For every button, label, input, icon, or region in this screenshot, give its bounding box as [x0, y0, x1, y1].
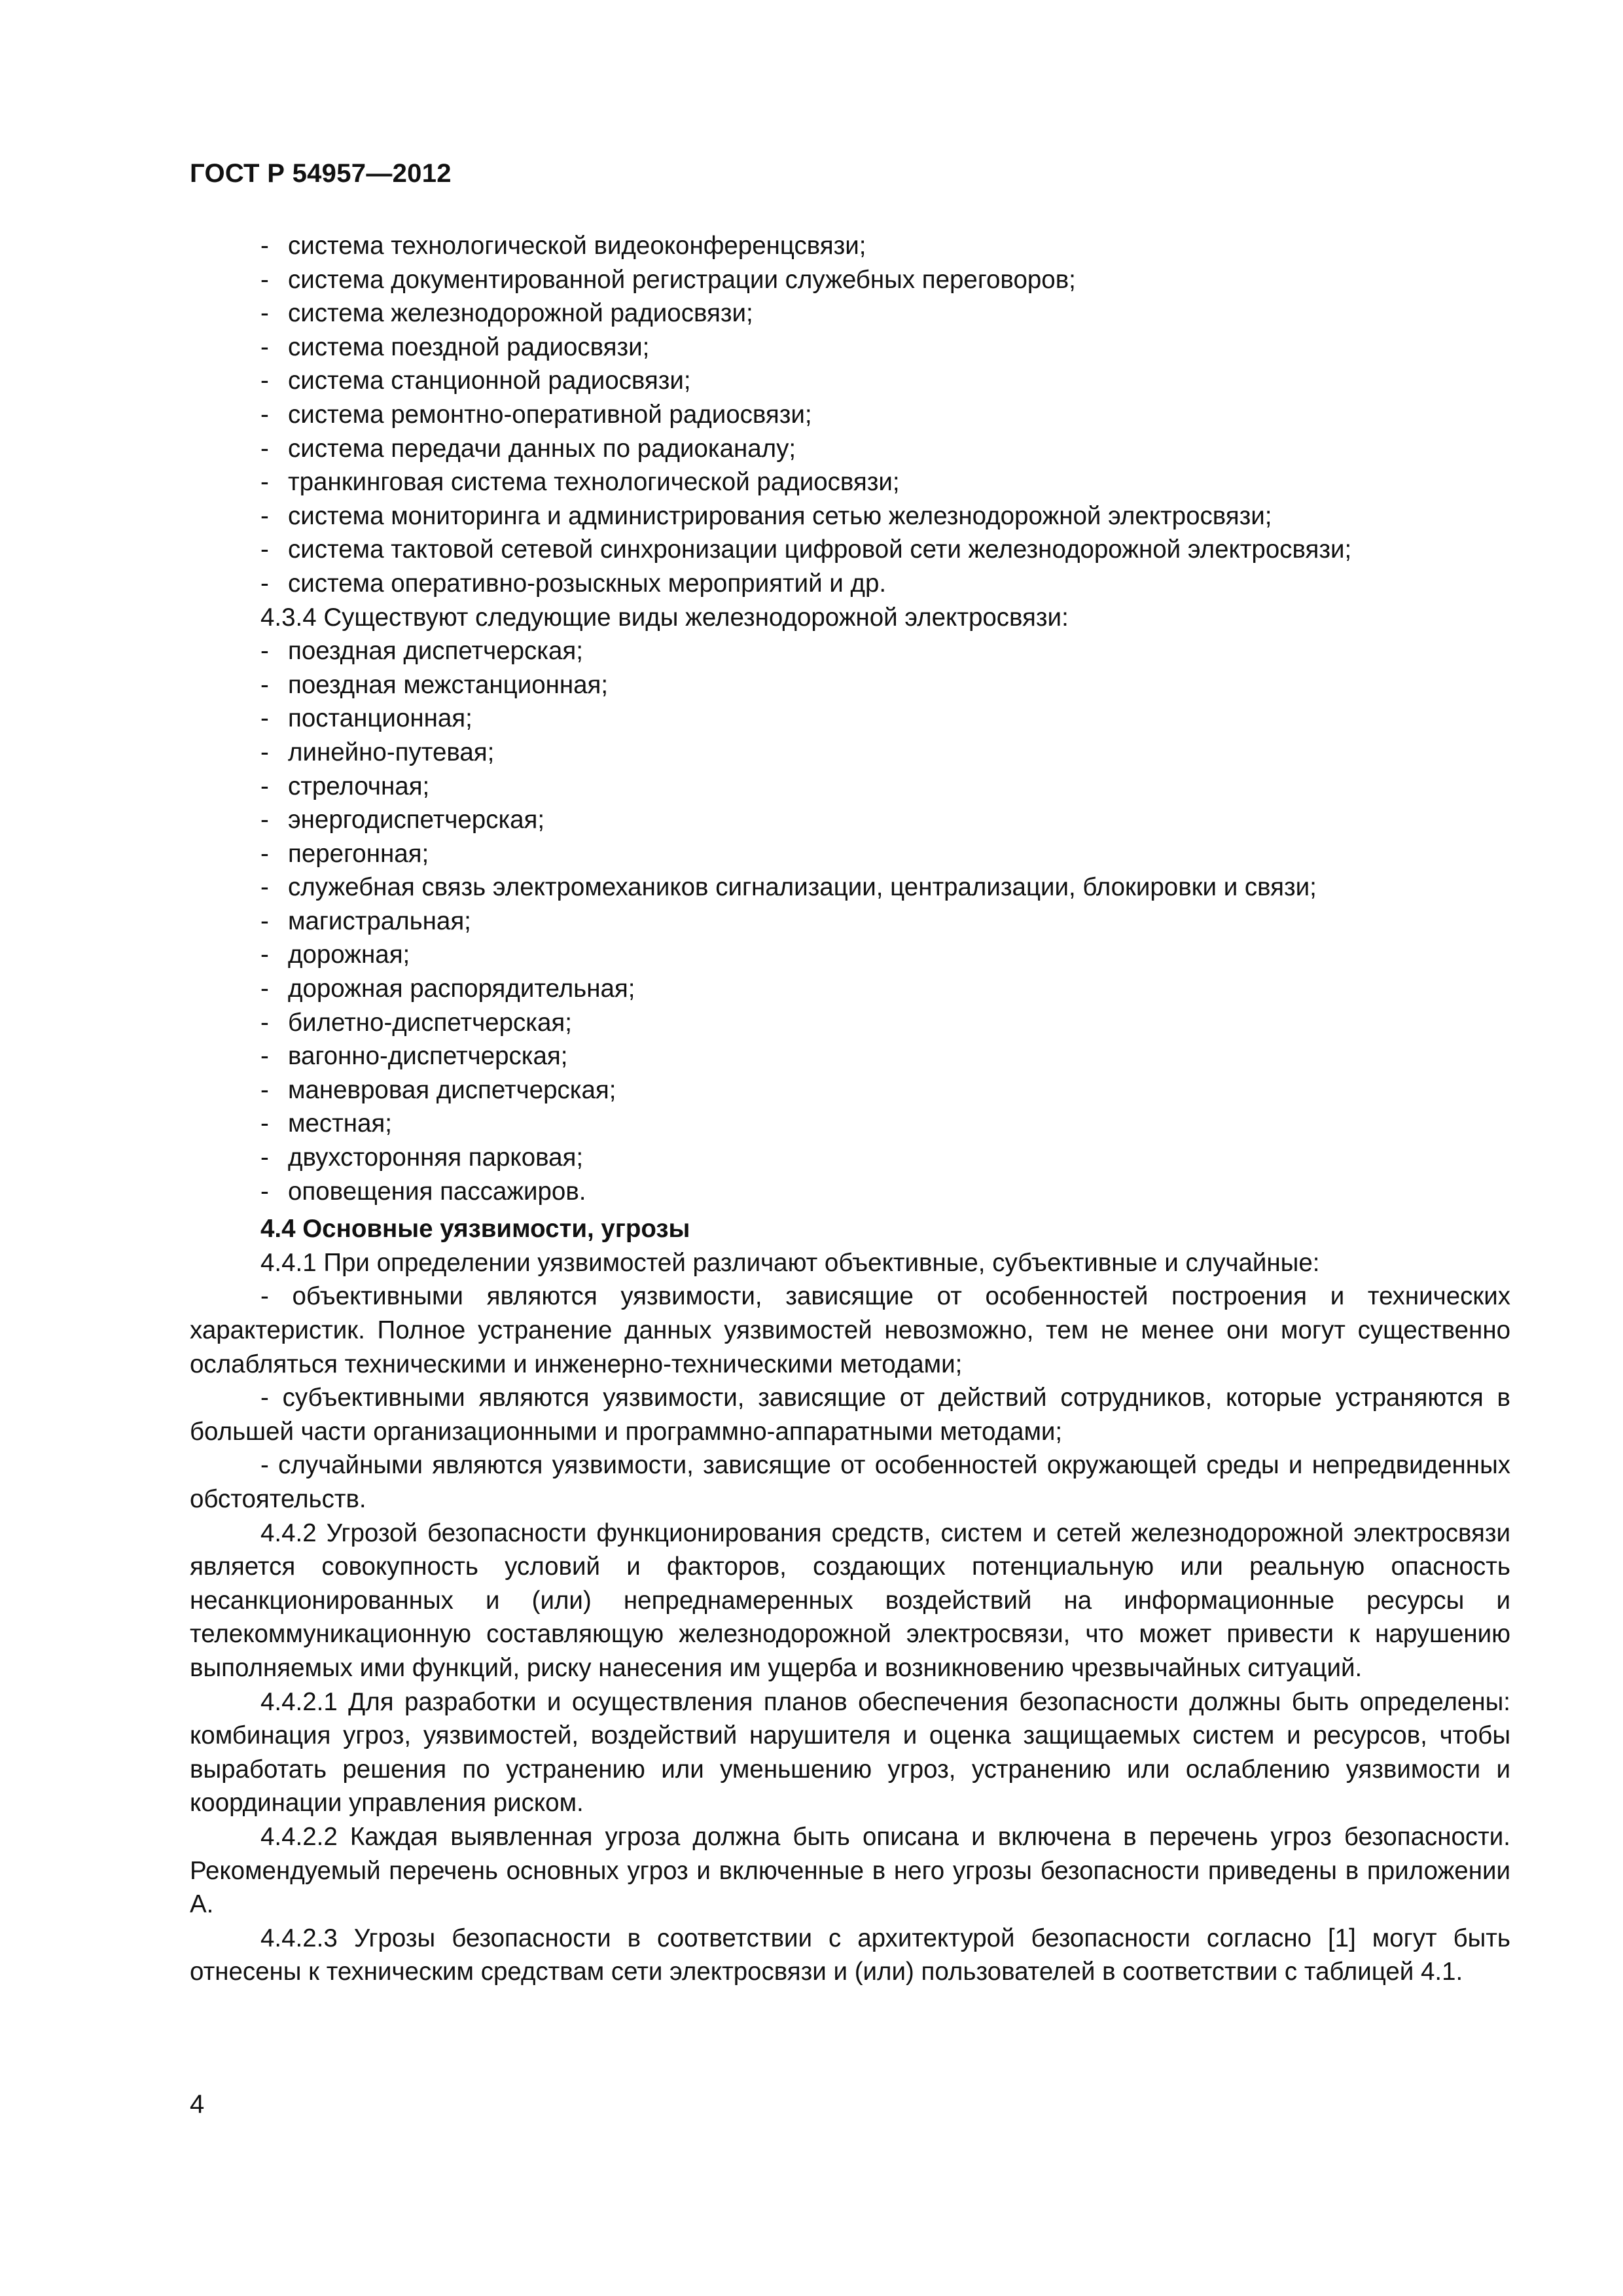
bullet-dash: - [260, 637, 269, 666]
bullet-dash: - [260, 1008, 269, 1037]
bullet-dash: - [260, 806, 269, 834]
list-item-text: перегонная; [288, 839, 429, 868]
list-item-text: двухсторонняя парковая; [288, 1143, 584, 1172]
bullet-dash: - [260, 704, 269, 733]
list-item [190, 668, 1510, 702]
list-item [190, 837, 1510, 871]
list-item-text: система тактовой сетевой синхронизации цифровой сети железнодорожной электросвязи; [288, 535, 1352, 564]
types-list [190, 634, 1510, 1208]
bullet-dash: - [260, 1177, 269, 1206]
list-item [190, 1073, 1510, 1107]
list-item-text: система поездной радиосвязи; [288, 332, 650, 361]
bullet-dash: - [260, 1042, 269, 1071]
list-item [190, 263, 1510, 297]
list-item-text: энергодиспетчерская; [288, 806, 545, 834]
bullet-dash: - [260, 839, 269, 868]
list-item [190, 634, 1510, 668]
bullet-dash: - [260, 367, 269, 395]
list-item-text: транкинговая система технологической радиосвязи; [288, 468, 900, 497]
section-heading-4-4: 4.4 Основные уязвимости, угрозы [260, 1215, 690, 1244]
bullet-dash: - [260, 468, 269, 497]
list-item-text: система документированной регистрации служебных переговоров; [288, 265, 1076, 294]
list-item [190, 296, 1510, 331]
list-item-text: система станционной радиосвязи; [288, 367, 691, 395]
clause-4-4-2-2: 4.4.2.2 Каждая выявленная угроза должна быть описана и включена в перечень угроз безопасности. Рекомендуемый перечень основных угроз и включенные в него угрозы безопасности приведены в приложении А. [190, 1822, 1510, 1919]
list-item-text: маневровая диспетчерская; [288, 1075, 616, 1104]
list-item [190, 1039, 1510, 1073]
page-body [190, 229, 1510, 1989]
bullet-dash: - [260, 400, 269, 429]
list-item-text: билетно-диспетчерская; [288, 1008, 572, 1037]
clause-4-4-2: 4.4.2 Угрозой безопасности функционирования средств, систем и сетей железнодорожной электросвязи является совокупность условий и факторов, создающих потенциальную или реальную опасность несанкционированных и (или) непреднамеренных воздействий на информационные ресурсы и телекоммуникационную составляющую железнодорожной электросвязи, что может привести к нарушению выполняемых ими функций, риску нанесения им ущерба и возникновению чрезвычайных ситуаций. [190, 1518, 1510, 1682]
list-item-text: служебная связь электромехаников сигнализации, централизации, блокировки и связи; [288, 873, 1317, 902]
bullet-dash: - [260, 569, 269, 598]
list-item-text: система оперативно-розыскных мероприятий и др. [288, 569, 887, 598]
list-item [190, 499, 1510, 533]
list-item-text: система передачи данных по радиоканалу; [288, 434, 796, 463]
bullet-dash: - [260, 332, 269, 361]
bullet-dash: - [260, 434, 269, 463]
list-item [190, 1006, 1510, 1040]
bullet-dash: - [260, 738, 269, 766]
list-item-text: система технологической видеоконференцсвязи; [288, 232, 866, 260]
bullet-dash: - [260, 1075, 269, 1104]
list-item-text: система ремонтно-оперативной радиосвязи; [288, 400, 812, 429]
list-item [190, 432, 1510, 466]
list-item [190, 905, 1510, 939]
list-item [190, 398, 1510, 432]
list-item [190, 364, 1510, 398]
list-item [190, 770, 1510, 804]
list-item-text: стрелочная; [288, 772, 430, 800]
bullet-dash: - [260, 941, 269, 969]
list-item [190, 870, 1510, 905]
list-item [190, 1175, 1510, 1209]
list-item [190, 972, 1510, 1006]
list-item [190, 736, 1510, 770]
bullet-dash: - [260, 670, 269, 699]
bullet-dash: - [260, 299, 269, 328]
list-item-text: оповещения пассажиров. [288, 1177, 586, 1206]
bullet-dash: - [260, 535, 269, 564]
list-item-text: система железнодорожной радиосвязи; [288, 299, 753, 328]
bullet-dash: - [260, 873, 269, 902]
list-item-text: постанционная; [288, 704, 473, 733]
paragraph-subjective: - субъективными являются уязвимости, зависящие от действий сотрудников, которые устраняются в большей части организационными и программно-аппаратными методами; [190, 1384, 1510, 1446]
paragraph-objective: - объективными являются уязвимости, зависящие от особенностей построения и технических характеристик. Полное устранение данных уязвимостей невозможно, тем не менее они могут существенно ослабляться техническими и инженерно-техническими методами; [190, 1282, 1510, 1378]
list-item-text: дорожная; [288, 941, 410, 969]
list-item [190, 702, 1510, 736]
list-item-text: линейно-путевая; [288, 738, 495, 766]
list-item-text: местная; [288, 1109, 392, 1138]
bullet-dash: - [260, 1109, 269, 1138]
clause-4-4-2-3: 4.4.2.3 Угрозы безопасности в соответствии с архитектурой безопасности согласно [1] могут быть отнесены к техническим средствам сети электросвязи и (или) пользователей в соответствии с таблицей 4.1. [190, 1924, 1510, 1986]
document-header: ГОСТ Р 54957—2012 [190, 159, 452, 188]
clause-4-3-4: 4.3.4 Существуют следующие виды железнодорожной электросвязи: [260, 603, 1069, 632]
bullet-dash: - [260, 906, 269, 935]
paragraph-random: - случайными являются уязвимости, зависящие от особенностей окружающей среды и непредвиденных обстоятельств. [190, 1451, 1510, 1513]
list-item-text: поездная межстанционная; [288, 670, 609, 699]
list-item [190, 229, 1510, 263]
list-item-text: система мониторинга и администрирования сетью железнодорожной электросвязи; [288, 501, 1272, 530]
list-item [190, 1107, 1510, 1141]
bullet-dash: - [260, 975, 269, 1003]
list-item [190, 1141, 1510, 1175]
bullet-dash: - [260, 1143, 269, 1172]
systems-list [190, 229, 1510, 601]
bullet-dash: - [260, 232, 269, 260]
list-item [190, 331, 1510, 365]
list-item [190, 567, 1510, 601]
bullet-dash: - [260, 772, 269, 800]
bullet-dash: - [260, 265, 269, 294]
page-number: 4 [190, 2090, 205, 2119]
list-item-text: магистральная; [288, 906, 471, 935]
list-item-text: дорожная распорядительная; [288, 975, 635, 1003]
list-item [190, 533, 1510, 567]
clause-4-4-1: 4.4.1 При определении уязвимостей различают объективные, субъективные и случайные: [260, 1248, 1320, 1277]
list-item [190, 465, 1510, 499]
clause-4-4-2-1: 4.4.2.1 Для разработки и осуществления планов обеспечения безопасности должны быть определены: комбинация угроз, уязвимостей, воздействий нарушителя и оценка защищаемых систем и ресурсов, чтобы выработать решения по устранению или уменьшению угроз, устранению или ослаблению уязвимости и координации управления риском. [190, 1687, 1510, 1818]
list-item-text: поездная диспетчерская; [288, 637, 583, 666]
list-item [190, 803, 1510, 837]
bullet-dash: - [260, 501, 269, 530]
list-item [190, 938, 1510, 972]
list-item-text: вагонно-диспетчерская; [288, 1042, 568, 1071]
